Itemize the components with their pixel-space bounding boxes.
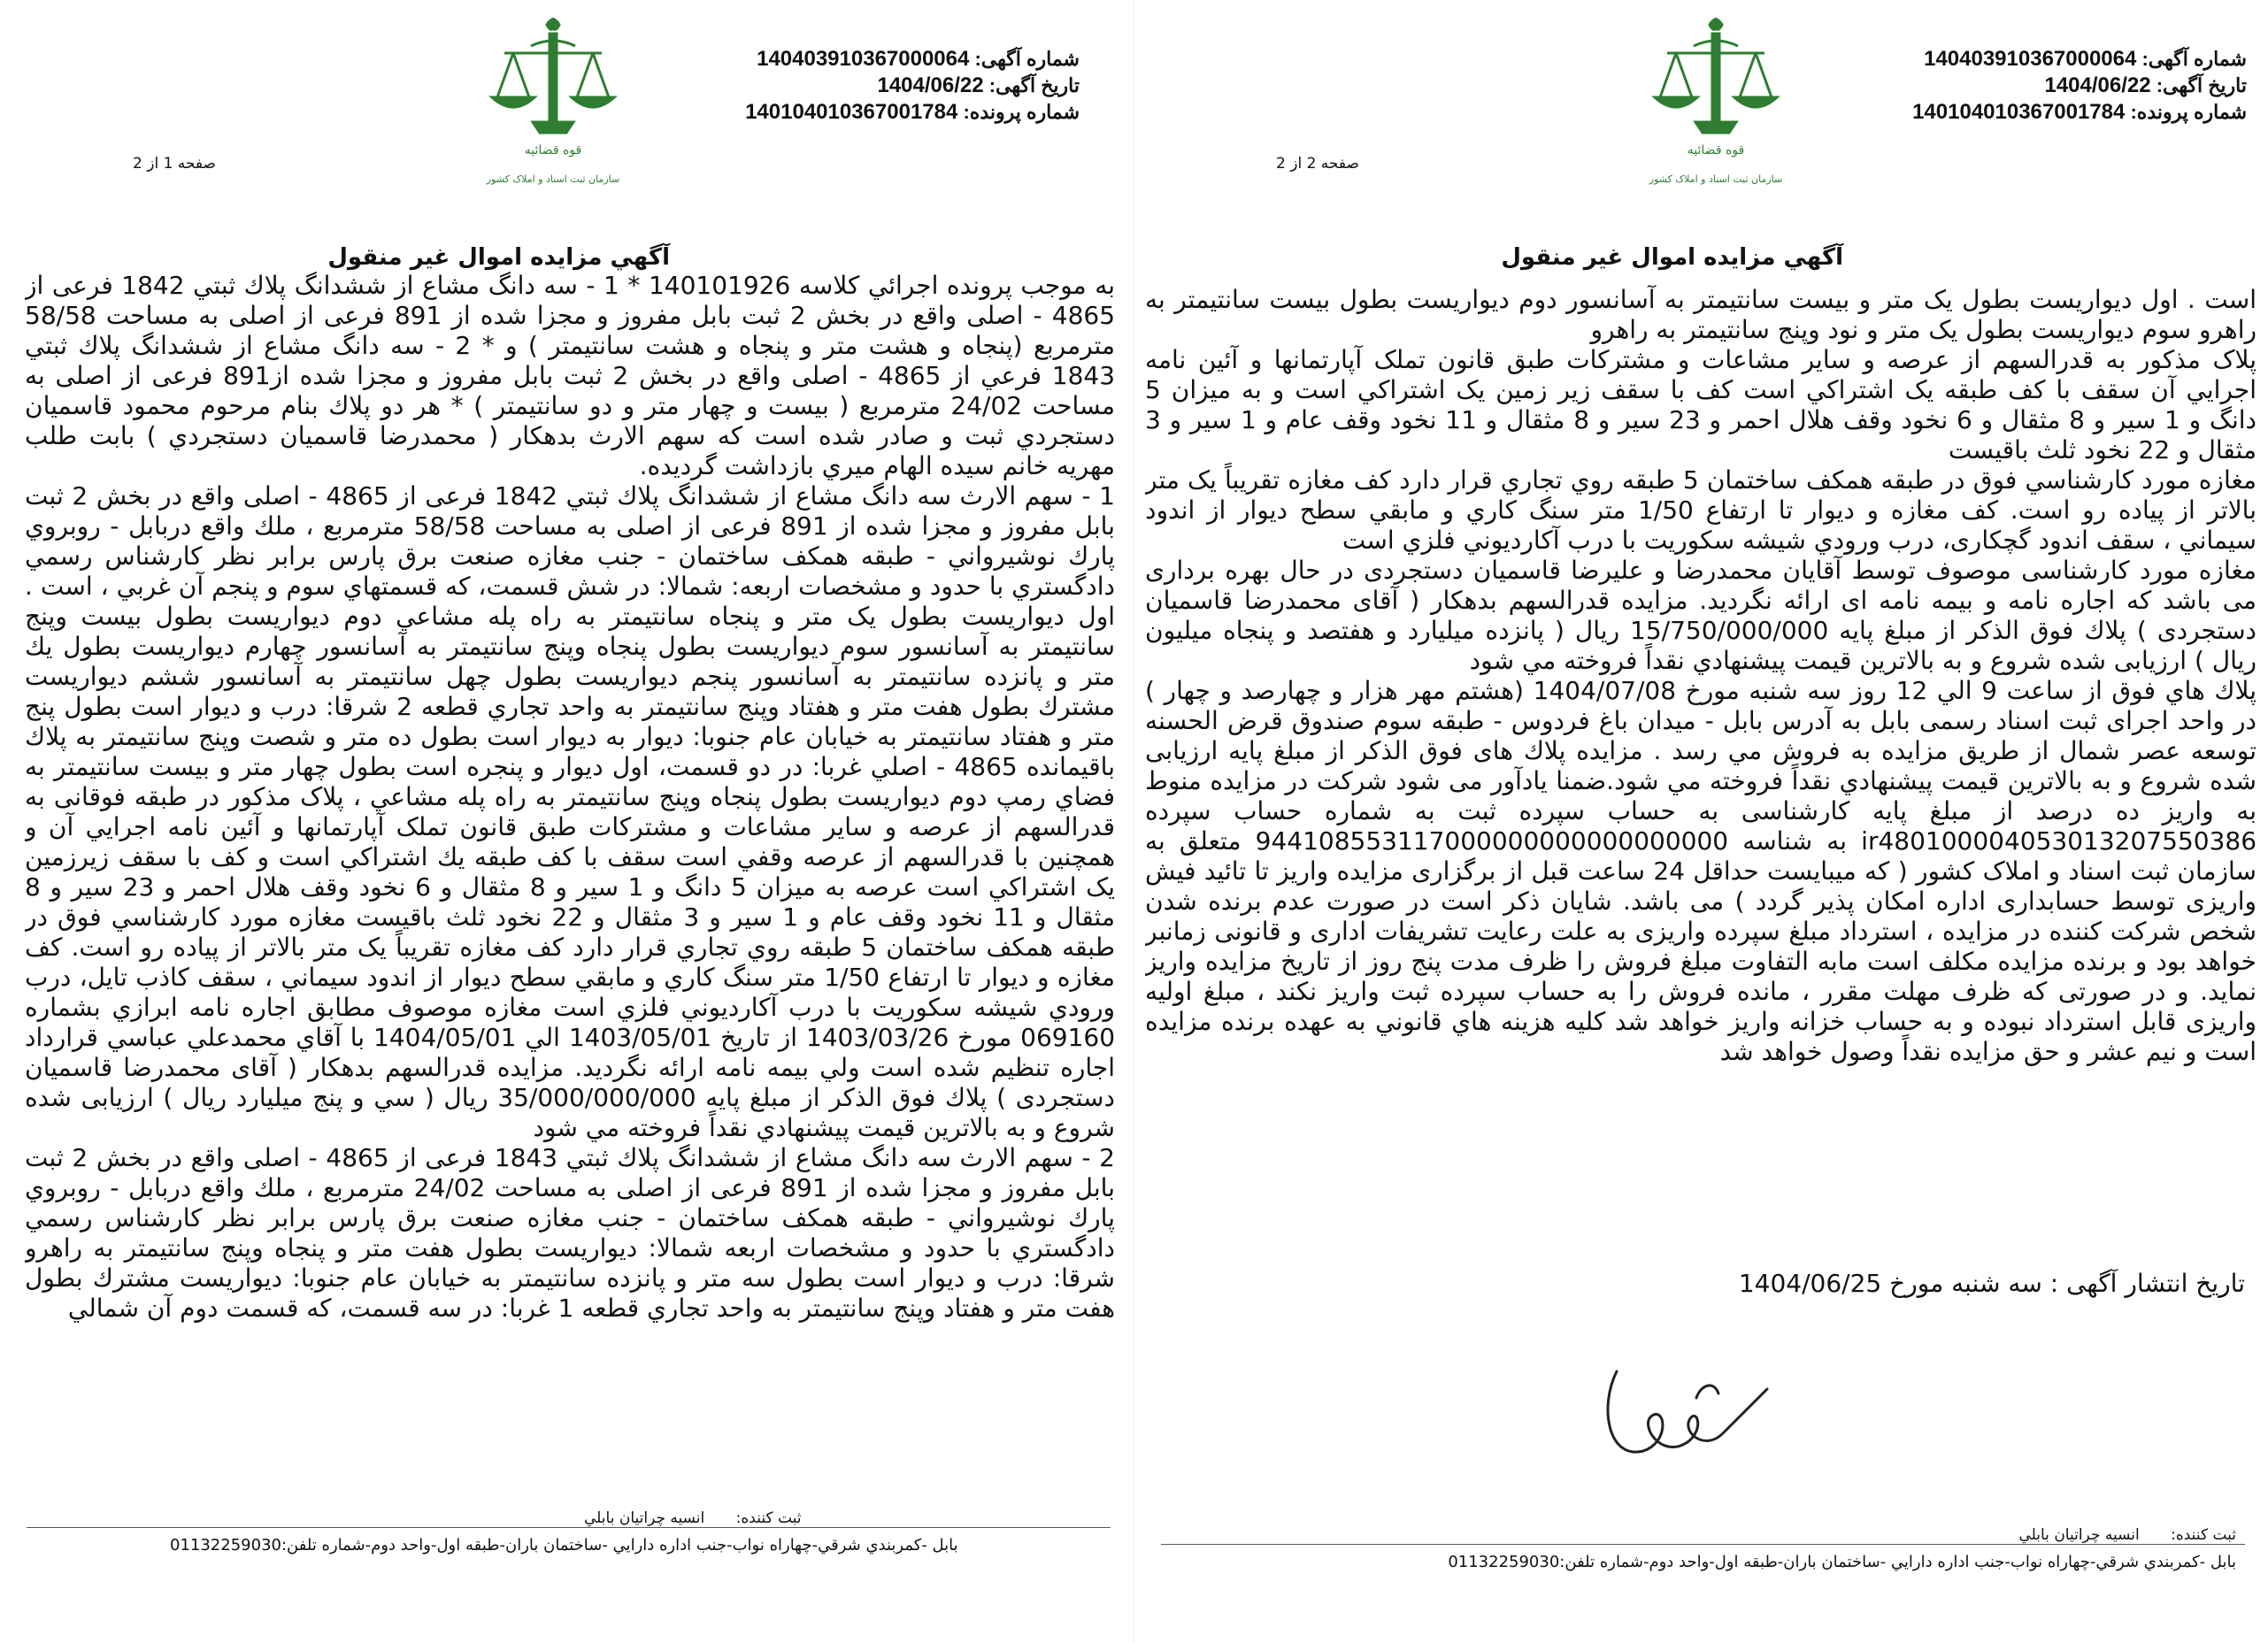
body-paragraph: مغازه مورد كارشناسي فوق در طبقه همكف ساختمان 5 طبقه روي تجاري قرار دارد كف مغازه تقريباً يک متر بالاتر از پياده رو است. كف مغازه و ديوار تا ارتفاع 1/50 متر سنگ كاري و مابقي سطح ديوار از اندود سيماني ، سقف اندود گچكاری، درب ورودي شيشه سكوريت با درب آكارديوني فلزي است xyxy=(1145,465,2256,555)
registrar xyxy=(2018,1526,2236,1544)
emblem-org-text: قوه قضائیه xyxy=(524,143,582,157)
body-paragraph: پلاک مذکور به قدرالسهم از عرصه و ساير مشاعات و مشتركات طبق قانون تملک آپارتمانها و آئين نامه اجرايي آن سقف با كف طبقه يک اشتراكي است كف با سقف زير زمين يک اشتراكي است و به ميزان 5 دانگ و 1 سير و 8 مثقال و 6 نخود وقف هلال احمر و 23 سير و 8 مثقال و 11 نخود وقف عام و 1 سير و 3 مثقال و 22 نخود ثلث باقيست xyxy=(1145,345,2256,464)
registrar-label: ثبت کننده: xyxy=(735,1509,802,1527)
registrar-name: انسيه چراتيان بابلي xyxy=(584,1509,705,1527)
body-paragraph: پلاك هاي فوق از ساعت 9 الي 12 روز سه شنبه مورخ 1404/07/08 (هشتم مهر هزار و چهارصد و چهار ) در واحد اجرای ثبت اسناد رسمی بابل به آدرس بابل - ميدان باغ فردوس - طبقه سوم صندوق قرض الحسنه توسعه عصر شمال از طريق مزايده به فروش مي رسد . مزايده پلاك های فوق الذكر از مبلغ پايه ارزيابی شده شروع و به بالاترين قيمت پيشنهادي نقداً فروخته مي شود.ضمنا يادآور می شود شركت در مزايده منوط به واريز ده درصد از مبلغ پايه كارشناسی به حساب سپرده ثبت به شماره حساب سپرده ir480100004053013207550386 به شناسه 944108553117000000000000000000 متعلق به سازمان ثبت اسناد و املاک کشور ( كه ميبايست حداقل 24 ساعت قبل از برگزاری مزايده واريز تا تائيد فيش واريزی توسط حسابداری اداره امكان پذير گردد ) می باشد. شايان ذكر است در صورت عدم برنده شدن شخص شركت كننده در مزايده ، استرداد مبلغ سپرده واريزی به علت رعايت تشريفات اداری و قانونی زمانبر خواهد بود و برنده مزايده مكلف است مابه التفاوت مبلغ فروش را ظرف مدت پنج روز از تاريخ مزايده واريز نمايد. و در صورتی كه ظرف مهلت مقرر ، مانده فروش را به حساب سپرده ثبت واريز نكند ، مبلغ اوليه واريزی قابل استرداد نبوده و به حساب خزانه واريز خواهد شد كليه هزينه هاي قانوني به عهده برنده مزايده است و نيم عشر و حق مزايده نقداً وصول خواهد شد xyxy=(1145,676,2256,1066)
notice-number: 140403910367000064 xyxy=(757,47,970,71)
notice-number-label: شماره آگهی: xyxy=(974,48,1080,70)
scales-of-justice-icon xyxy=(1641,9,1791,199)
file-number: 140104010367001784 xyxy=(745,100,958,124)
registrar-label: ثبت کننده: xyxy=(2171,1526,2236,1544)
notice-number-label: شماره آگهی: xyxy=(2141,48,2247,70)
body-paragraph: 2 - سهم الارث سه دانگ مشاع از ششدانگ پلاك ثبتي 1843 فرعی از 4865 - اصلی واقع در بخش 2 ثبت بابل مفروز و مجزا شده از 891 فرعی از اصلی به مساحت 24/02 مترمربع ، ملك واقع دربابل - روبروي پارك نوشيرواني - طبقه همكف ساختمان - جنب مغازه صنعت برق پارس برابر نظر كارشناس رسمي دادگستري با حدود و مشخصات اربعه شمالا: ديواريست بطول هفت متر و پنجاه وپنج سانتيمتر به راهرو شرقا: درب و ديوار است بطول سه متر و پانزده سانتيمتر به خيابان عام جنوبا: ديواريست مشترك بطول هفت متر و هفتاد وپنج سانتيمتر به واحد تجاري قطعه 1 غربا: در سه قسمت، كه قسمت دوم آن شمالي xyxy=(25,1143,1115,1323)
handwritten-signature xyxy=(1590,1354,1776,1478)
emblem-org-sub-text: سازمان ثبت اسناد و املاک کشور xyxy=(486,173,620,185)
notice-number: 140403910367000064 xyxy=(1924,47,2137,71)
footer-divider xyxy=(1161,1544,2245,1545)
notice-body xyxy=(25,271,1115,1490)
notice-number-row xyxy=(1912,46,2247,73)
notice-body xyxy=(1145,285,2256,1251)
emblem-org-sub-text: سازمان ثبت اسناد و املاک کشور xyxy=(1649,173,1783,185)
scales-of-justice-icon xyxy=(478,9,628,199)
notice-date-row xyxy=(745,73,1080,99)
notice-date-label: تاریخ آگهی: xyxy=(2156,74,2247,96)
publish-date-line: تاريخ انتشار آگهی : سه شنبه مورخ 1404/06/25 xyxy=(1738,1269,2245,1298)
registrar xyxy=(584,1509,802,1527)
file-number: 140104010367001784 xyxy=(1912,100,2126,124)
notice-date-label: تاریخ آگهی: xyxy=(988,74,1080,96)
body-paragraph: 1 - سهم الارث سه دانگ مشاع از ششدانگ پلاك ثبتي 1842 فرعی از 4865 - اصلی واقع در بخش 2 ثبت بابل مفروز و مجزا شده از 891 فرعی از اصلی به مساحت 58/58 مترمربع ، ملك واقع دربابل - روبروي پارك نوشيرواني - طبقه همكف ساختمان - جنب مغازه صنعت برق پارس برابر نظر كارشناس رسمي دادگستري با حدود و مشخصات اربعه: شمالا: در شش قسمت، كه قسمتهاي سوم و پنجم آن غربي ، است . اول ديواريست بطول يک متر و پنجاه سانتيمتر به راه پله مشاعي دوم ديواريست بطول بيست وپنج سانتيمتر به آسانسور سوم ديواريست بطول پنجاه وپنج سانتيمتر به آسانسور چهارم ديواريست بطول يك متر و پانزده سانتيمتر به آسانسور پنجم ديواريست بطول چهل سانتيمتر به آسانسور ششم ديواريست مشترك بطول هفت متر و هفتاد وپنج سانتيمتر به واحد تجاري قطعه 2 شرقا: درب و ديوار است بطول پنج متر و هفتاد سانتيمتر به خيابان عام جنوبا: ديوار به ديوار است بطول ده متر و شصت وپنج سانتيمتر به پلاك باقيمانده 4865 - اصلي غربا: در دو قسمت، اول ديوار و پنجره است بطول چهار متر و بيست سانتيمتر به فضاي رمپ دوم ديواريست بطول پنجاه وپنج سانتيمتر به راه پله مشاعي ، پلاک مذکور در طبقه فوقانی به قدرالسهم از عرصه و ساير مشاعات و مشتركات طبق قانون تملک آپارتمانها و آئين نامه اجرايي آن و همچنين با قدرالسهم از عرصه وقفي است سقف با كف طبقه يك اشتراكي است و كف با سقف زيرزمين يک اشتراكي است عرصه به ميزان 5 دانگ و 1 سير و 8 مثقال و 6 نخود وقف هلال احمر و 23 سير و 8 مثقال و 11 نخود وقف عام و 1 سير و 3 مثقال و 22 نخود ثلث باقيست مغازه مورد كارشناسي فوق در طبقه همكف ساختمان 5 طبقه روي تجاري قرار دارد كف مغازه تقريباً يک متر بالاتر از پياده رو است. كف مغازه و ديوار تا ارتفاع 1/50 متر سنگ كاري و مابقي سطح ديوار از اندود سيماني ، سقف كاذب تايل، درب ورودي شيشه سكوريت با درب آكارديوني فلزي است مغازه موصوف مطابق اجاره نامه ابرازي بشماره 069160 مورخ 1403/03/26 از تاريخ 1403/05/01 الي 1404/05/01 با آقاي محمدعلي عباسي قرارداد اجاره تنظيم شده است ولي بيمه نامه ارائه نگرديد. مزايده قدرالسهم بدهكار ( آقای محمدرضا قاسميان دستجردی ) پلاك فوق الذكر از مبلغ پايه 35/000/000/000 ريال ( سي و پنج ميليارد ريال ) ارزيابی شده شروع و به بالاترين قيمت پيشنهادي نقداً فروخته مي شود xyxy=(25,481,1115,1142)
page-number: صفحه 1 از 2 xyxy=(133,155,216,173)
file-number-label: شماره پرونده: xyxy=(2130,101,2247,123)
body-paragraph: مغازه مورد كارشناسی موصوف توسط آقايان محمدرضا و عليرضا قاسميان دستجردی در حال بهره برداری می باشد كه اجاره نامه و بيمه نامه ای ارائه نگرديد. مزايده قدرالسهم بدهكار ( آقای محمدرضا قاسميان دستجردی ) پلاك فوق الذكر از مبلغ پايه 15/750/000/000 ريال ( پانزده ميليارد و هفتصد و پنجاه ميليون ريال ) ارزيابی شده شروع و به بالاترين قيمت پيشنهادي نقداً فروخته مي شود xyxy=(1145,556,2256,675)
office-address: بابل -كمربندي شرقي-چهاراه نواب-جنب اداره دارايي -ساختمان باران-طبقه اول-واحد دوم-شماره تلفن:01132259030 xyxy=(1448,1553,2236,1571)
emblem-org-text: قوه قضائیه xyxy=(1687,143,1745,157)
notice-number-row xyxy=(745,46,1080,73)
judiciary-emblem-logo xyxy=(1641,9,1791,199)
notice-meta xyxy=(1912,46,2247,126)
file-number-label: شماره پرونده: xyxy=(963,101,1080,123)
body-paragraph: به موجب پرونده اجرائي كلاسه 140101926 * 1 - سه دانگ مشاع از ششدانگ پلاك ثبتي 1842 فرعی از 4865 - اصلی واقع در بخش 2 ثبت بابل مفروز و مجزا شده از 891 فرعی از اصلی به مساحت 58/58 مترمربع (پنجاه و هشت متر و پنجاه و هشت سانتيمتر ) و * 2 - سه دانگ مشاع از ششدانگ پلاك ثبتي 1843 فرعي از 4865 - اصلی واقع در بخش 2 ثبت بابل مفروز و مجزا شده از891 فرعی از اصلی به مساحت 24/02 مترمربع ( بيست و چهار متر و دو سانتيمتر ) * هر دو پلاك بنام مرحوم محمود قاسميان دستجردي ثبت و صادر شده است كه سهم الارث بدهكار ( محمدرضا قاسميان دستجردي ) بابت طلب مهريه خانم سيده الهام ميري بازداشت گرديده. xyxy=(25,271,1115,480)
body-paragraph: است . اول ديواريست بطول يک متر و بيست سانتيمتر به آسانسور دوم ديواريست بطول بيست سانتيمتر به راهرو سوم ديواريست بطول يک متر و نود وپنج سانتيمتر به راهرو xyxy=(1145,285,2256,344)
office-address: بابل -كمربندي شرقي-چهاراه نواب-جنب اداره دارايي -ساختمان باران-طبقه اول-واحد دوم-شماره تلفن:01132259030 xyxy=(170,1536,958,1555)
notice-date-row xyxy=(1912,73,2247,99)
page-2 xyxy=(1134,0,2268,1643)
registrar-name: انسيه چراتيان بابلي xyxy=(2018,1526,2140,1544)
notice-date: 1404/06/22 xyxy=(877,73,984,97)
notice-title: آگهي مزايده اموال غير منقول xyxy=(1501,244,1843,271)
notice-date: 1404/06/22 xyxy=(2044,73,2151,97)
notice-meta xyxy=(745,46,1080,126)
judiciary-emblem-logo xyxy=(478,9,628,199)
page-number: صفحه 2 از 2 xyxy=(1276,155,1359,173)
file-number-row xyxy=(1912,99,2247,126)
file-number-row xyxy=(745,99,1080,126)
footer-divider xyxy=(27,1527,1111,1528)
notice-title: آگهي مزايده اموال غير منقول xyxy=(327,244,670,271)
